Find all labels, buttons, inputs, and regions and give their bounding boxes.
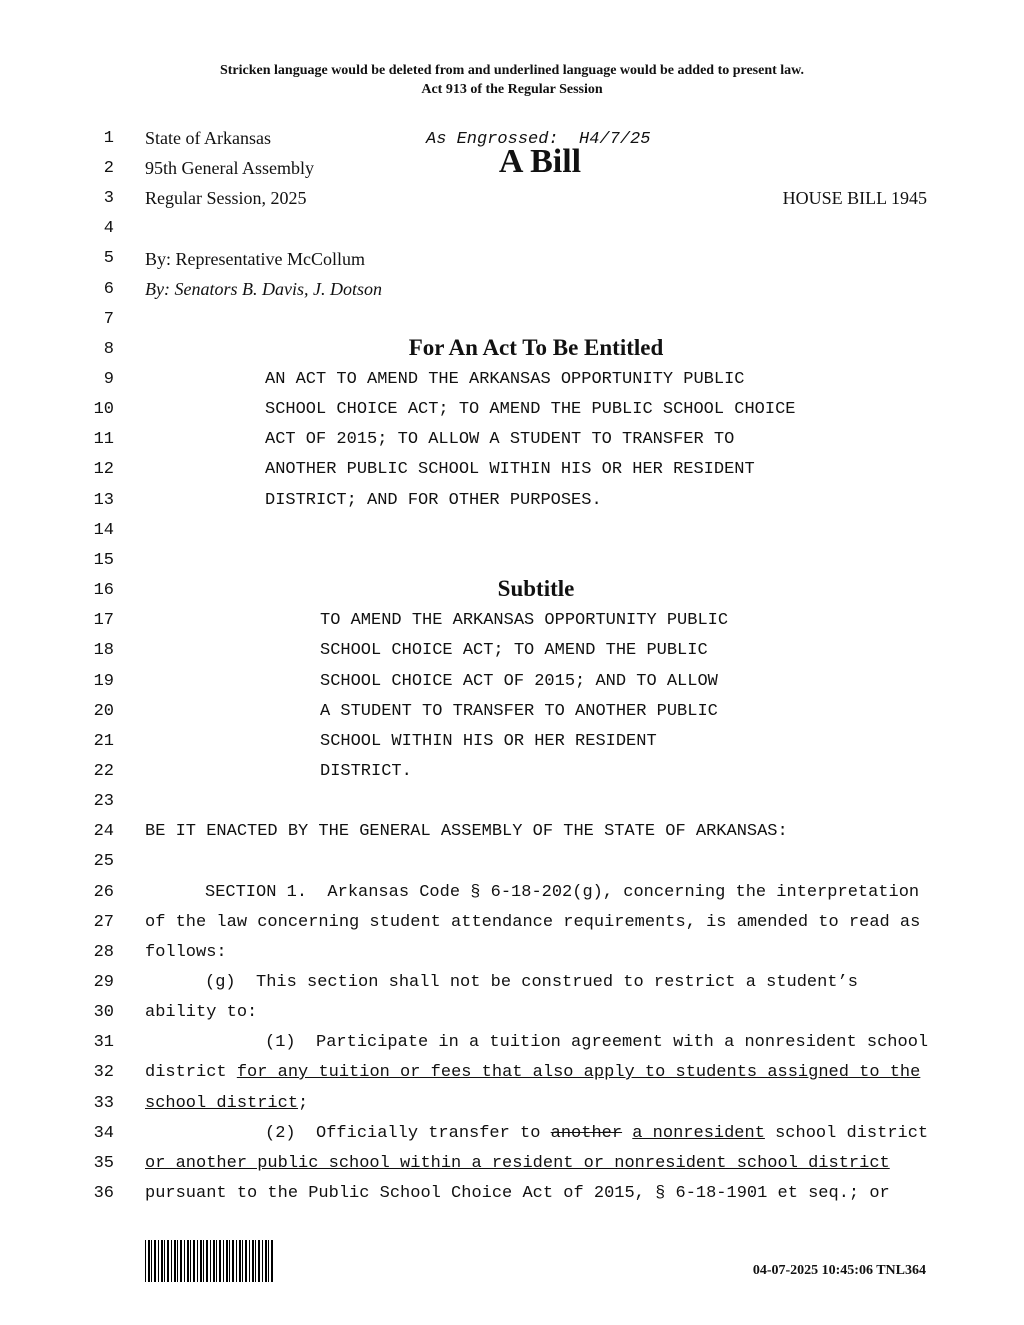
inserted-text: school district <box>145 1094 299 1113</box>
body-line <box>145 1063 920 1083</box>
subtitle-line: TO AMEND THE ARKANSAS OPPORTUNITY PUBLIC <box>320 611 729 630</box>
line-number: 17 <box>93 611 114 630</box>
line-number: 5 <box>103 249 114 268</box>
line-number: 3 <box>103 189 114 208</box>
document-timestamp: 04-07-2025 10:45:06 TNL364 <box>752 1263 926 1278</box>
line-number: 1 <box>103 129 114 148</box>
subtitle-line: SCHOOL CHOICE ACT; TO AMEND THE PUBLIC <box>320 641 708 660</box>
line-number: 36 <box>93 1184 114 1203</box>
line-number: 24 <box>93 822 114 841</box>
line-number: 21 <box>93 732 114 751</box>
body-line: SECTION 1. Arkansas Code § 6-18-202(g), concerning the interpretation <box>205 883 920 902</box>
line-number: 10 <box>93 400 114 419</box>
line-number: 23 <box>93 792 114 811</box>
line-number: 35 <box>93 1154 114 1173</box>
state-name: State of Arkansas <box>145 128 271 148</box>
line-number: 31 <box>93 1033 114 1052</box>
bill-number: HOUSE BILL 1945 <box>782 188 927 208</box>
inserted-text: a nonresident <box>632 1124 765 1143</box>
plain-text: school district <box>764 1124 929 1143</box>
body-line <box>145 1154 890 1174</box>
session-name: Regular Session, 2025 <box>145 188 307 208</box>
body-line <box>265 1124 928 1144</box>
line-number: 6 <box>103 280 114 299</box>
body-line: of the law concerning student attendance requirements, is amended to read as <box>145 913 921 932</box>
entitled-line: AN ACT TO AMEND THE ARKANSAS OPPORTUNITY PUBLIC <box>265 370 745 389</box>
sponsor: By: Representative McCollum <box>145 249 365 269</box>
line-number: 4 <box>103 219 114 238</box>
body-line: pursuant to the Public School Choice Act of 2015, § 6-18-1901 et seq.; or <box>145 1184 890 1203</box>
entitled-line: ACT OF 2015; TO ALLOW A STUDENT TO TRANSFER TO <box>265 430 735 449</box>
line-number: 25 <box>93 852 114 871</box>
body-line: (1) Participate in a tuition agreement with a nonresident school <box>265 1033 929 1052</box>
line-number: 18 <box>93 641 114 660</box>
engrossed-stamp: As Engrossed: H4/7/25 <box>426 130 651 149</box>
amendment-notice: Stricken language would be deleted from and underlined language would be added to present law. <box>219 63 805 78</box>
line-number: 27 <box>93 913 114 932</box>
entitled-line: DISTRICT; AND FOR OTHER PURPOSES. <box>265 491 602 510</box>
line-number: 12 <box>93 460 114 479</box>
document-type: A Bill <box>498 143 582 180</box>
subtitle-line: SCHOOL WITHIN HIS OR HER RESIDENT <box>320 732 657 751</box>
barcode <box>145 1240 273 1282</box>
line-number: 30 <box>93 1003 114 1022</box>
line-number: 16 <box>93 581 114 600</box>
line-number: 15 <box>93 551 114 570</box>
line-number: 2 <box>103 159 114 178</box>
general-assembly: 95th General Assembly <box>145 158 314 178</box>
subtitle-line: A STUDENT TO TRANSFER TO ANOTHER PUBLIC <box>320 702 718 721</box>
subtitle-heading: Subtitle <box>497 576 575 601</box>
line-number: 19 <box>93 672 114 691</box>
plain-text: ; <box>298 1094 309 1113</box>
entitled-heading: For An Act To Be Entitled <box>408 335 664 360</box>
line-number: 13 <box>93 491 114 510</box>
enacting-clause: BE IT ENACTED BY THE GENERAL ASSEMBLY OF THE STATE OF ARKANSAS: <box>145 822 788 841</box>
act-number: Act 913 of the Regular Session <box>421 82 603 97</box>
line-number: 8 <box>103 340 114 359</box>
line-number: 11 <box>93 430 114 449</box>
body-line: ability to: <box>145 1003 258 1022</box>
inserted-text: for any tuition or fees that also apply to students assigned to the <box>236 1063 921 1082</box>
entitled-line: ANOTHER PUBLIC SCHOOL WITHIN HIS OR HER RESIDENT <box>265 460 755 479</box>
line-number: 20 <box>93 702 114 721</box>
body-line: (g) This section shall not be construed to restrict a student’s <box>205 973 858 992</box>
subtitle-line: SCHOOL CHOICE ACT OF 2015; AND TO ALLOW <box>320 672 718 691</box>
line-number: 34 <box>93 1124 114 1143</box>
body-line: follows: <box>145 943 227 962</box>
stricken-text: another <box>550 1124 623 1143</box>
line-number: 33 <box>93 1094 114 1113</box>
plain-text: district <box>145 1063 237 1082</box>
cosponsors: By: Senators B. Davis, J. Dotson <box>145 279 382 299</box>
line-number: 7 <box>103 310 114 329</box>
line-number: 22 <box>93 762 114 781</box>
line-number: 26 <box>93 883 114 902</box>
entitled-line: SCHOOL CHOICE ACT; TO AMEND THE PUBLIC SCHOOL CHOICE <box>265 400 796 419</box>
inserted-text: or another public school within a resident or nonresident school district <box>145 1154 890 1173</box>
plain-text <box>622 1124 632 1143</box>
plain-text: (2) Officially transfer to <box>265 1124 551 1143</box>
line-number: 28 <box>93 943 114 962</box>
body-line <box>145 1094 308 1114</box>
line-number: 9 <box>103 370 114 389</box>
line-number: 29 <box>93 973 114 992</box>
subtitle-line: DISTRICT. <box>320 762 412 781</box>
line-number: 14 <box>93 521 114 540</box>
line-number: 32 <box>93 1063 114 1082</box>
